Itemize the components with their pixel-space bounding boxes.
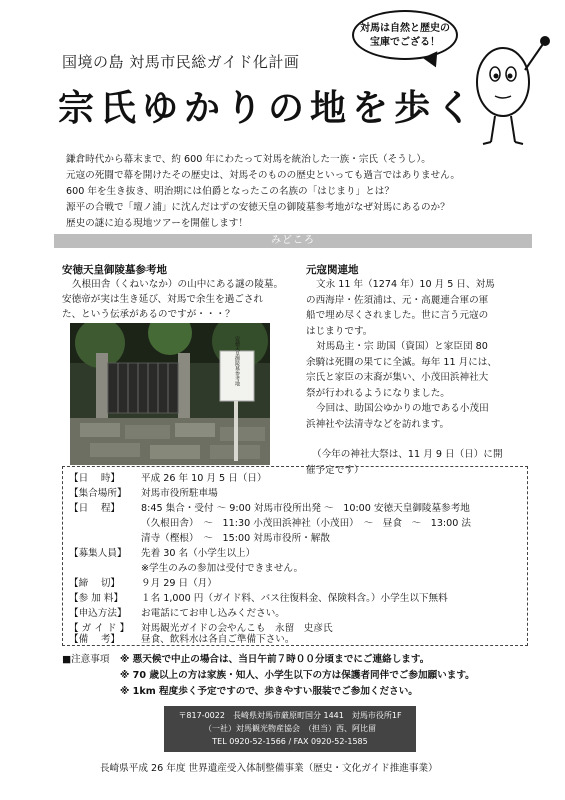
contact-org: （一社）対馬観光物産協会 （担当）西、阿比留	[204, 724, 376, 733]
info-row-meeting: 【集合場所】 対馬市役所駐車場	[69, 488, 218, 499]
note-row: ■注意事項 ※ 悪天候で中止の場合は、当日午前７時００分頃までにご連絡します。	[62, 652, 475, 668]
text-line: （今年の神社大祭は、11 月 9 日（日）に開	[312, 449, 503, 460]
info-row-capacity-note: ※学生のみの参加は受付できません。	[141, 563, 304, 574]
text-line: 船で埋め尽くされました。世に言う元寇の	[306, 310, 489, 321]
bubble-line-1: 対馬は自然と歴史の	[360, 23, 450, 34]
note-row: ※ 70 歳以上の方は家族・知人、小学生以下の方は保護者同伴でご参加願います。	[120, 670, 475, 681]
text-line: 文永 11 年（1274 年）10 月 5 日、対馬	[316, 279, 495, 290]
sign-text: 安徳天皇御陵墓参考地	[234, 336, 240, 386]
text-line: はじまりです。	[306, 325, 373, 337]
right-section-title: 元寇関連地	[306, 264, 359, 276]
text-line: た、という伝承があるのですが・・・？	[62, 309, 235, 320]
contact-address: 〒817-0022 長崎県対馬市厳原町国分 1441 対馬市役所1F	[178, 711, 402, 720]
info-row-date: 【日 時】 平成 26 年 10 月 5 日（日）	[69, 473, 267, 484]
speech-bubble	[352, 10, 458, 60]
info-row-guide: 【 ガ イ ド 】 対馬観光ガイドの会やんこも 永留 史彦氏	[69, 623, 333, 634]
text-line: 宗氏と家臣の末裔が集い、小茂田浜神社大	[306, 372, 489, 383]
info-row-fee: 【参 加 料】 １名 1,000 円（ガイド料、バス往復料金、保険料含。）小学生以下無料	[69, 593, 448, 604]
notes-label: ■注意事項	[62, 654, 110, 665]
text-line: 対馬島主・宗 助国（資国）と家臣団 80	[316, 341, 488, 352]
info-row-deadline: 【締 切】 ９月 29 日（月）	[69, 578, 217, 589]
text-line: 催予定です）	[306, 464, 364, 476]
intro-line: 元寇の死闘で幕を開けたその歴史は、対馬そのものの歴史といっても過言ではありません。	[66, 170, 460, 181]
info-row-schedule-3: 清寺（樫根） 〜 15:00 対馬市役所・解散	[141, 533, 330, 544]
tomb-photo	[70, 323, 270, 465]
right-section-text	[306, 277, 528, 478]
text-line: 今回は、助国公ゆかりの地である小茂田	[316, 403, 489, 414]
text-line: 余騎は死闘の果てに全滅。毎年 11 月には、	[306, 356, 497, 368]
intro-line: 歴史の謎に迫る現地ツアーを開催します！	[66, 218, 248, 229]
spacer	[306, 432, 528, 447]
note-row: ※ 1km 程度歩く予定ですので、歩きやすい服装でご参加ください。	[120, 686, 418, 697]
text-line: 安徳帝が実は生き延び、対馬で余生を過ごされ	[62, 294, 264, 305]
subtitle: 国境の島 対馬市民総ガイド化計画	[62, 53, 300, 71]
text-line: の西海岸・佐須浦は、元・高麗連合軍の軍	[306, 294, 489, 306]
left-section-title: 安徳天皇御陵墓参考地	[62, 264, 167, 276]
section-bar-highlights: みどころ	[54, 234, 532, 248]
event-info-box	[62, 466, 528, 646]
mascot-icon	[465, 30, 555, 155]
intro-text	[66, 152, 526, 232]
bubble-line-2: 宝庫でござる！	[370, 37, 440, 48]
intro-line: 鎌倉時代から幕末まで、約 600 年にわたって対馬を統治した一族・宗氏（そうし）。	[66, 154, 431, 165]
program-credit: 長崎県平成 26 年度 世界遺産受入体制整備事業（歴史・文化ガイド推進事業）	[100, 763, 438, 774]
text-line: 祭が行われるようになりました。	[306, 387, 450, 399]
contact-box	[164, 706, 416, 752]
page-title: 宗氏ゆかりの地を歩く	[58, 87, 479, 129]
notes	[62, 652, 475, 700]
info-row-apply: 【申込方法】 お電話にてお申し込みください。	[69, 608, 285, 619]
contact-phone: TEL 0920-52-1566 / FAX 0920-52-1585	[212, 737, 368, 746]
left-section-text	[62, 277, 292, 322]
intro-line: 源平の合戦で「壇ノ浦」に沈んだはずの安徳天皇の御陵墓参考地がなぜ対馬にあるのか？	[66, 202, 450, 213]
info-row-capacity: 【募集人員】 先着 30 名（小学生以上）	[69, 548, 256, 559]
text-line: 浜神社や法清寺などを訪れます。	[306, 418, 450, 430]
info-row-remarks: 【備 考】 昼食、飲料水は各自ご準備下さい。	[69, 634, 295, 645]
intro-line: 600 年を生き抜き、明治期には伯爵となったこの名族の「はじまり」とは？	[66, 186, 394, 197]
info-row-schedule: 【日 程】 8:45 集合・受付 〜 9:00 対馬市役所出発 〜 10:00 安徳天皇御陵墓参考地	[69, 503, 470, 514]
text-line: 久根田舎（くねいなか）の山中にある謎の陵墓。	[72, 279, 284, 290]
info-row-schedule-2: （久根田舎） 〜 11:30 小茂田浜神社（小茂田） 〜 昼食 〜 13:00 法	[141, 518, 472, 529]
